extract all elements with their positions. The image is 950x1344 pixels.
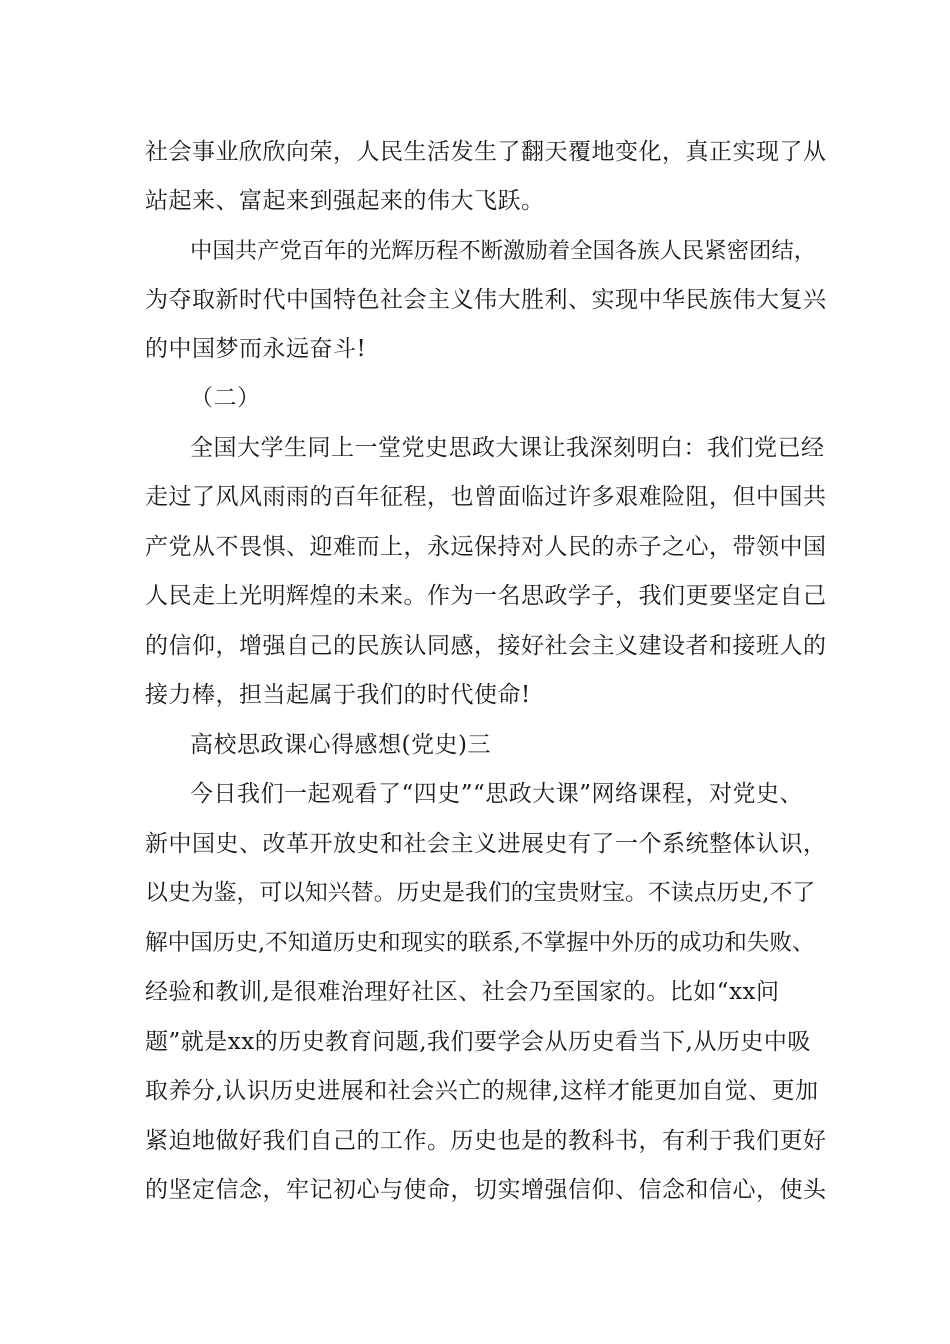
text-line-19: 题”就是xx的历史教育问题,我们要学会从历史看当下,从历史中吸 bbox=[145, 1029, 811, 1055]
text-line-8: 走过了风风雨雨的百年征程，也曾面临过许多艰难险阻，但中国共 bbox=[145, 484, 827, 510]
section-heading-two: （二） bbox=[190, 385, 261, 411]
text-line-18: 经验和教训,是很难治理好社区、社会乃至国家的。比如“xx问 bbox=[145, 979, 780, 1005]
paragraph-start-line-7: 全国大学生同上一堂党史思政大课让我深刻明白：我们党已经 bbox=[190, 435, 825, 461]
text-line-1: 社会事业欣欣向荣，人民生活发生了翻天覆地变化，真正实现了从 bbox=[145, 139, 827, 165]
text-line-20: 取养分,认识历史进展和社会兴亡的规律,这样才能更加自觉、更加 bbox=[145, 1078, 819, 1104]
text-line-2: 站起来、富起来到强起来的伟大飞跃。 bbox=[145, 188, 545, 214]
text-line-4: 为夺取新时代中国特色社会主义伟大胜利、实现中华民族伟大复兴 bbox=[145, 287, 827, 313]
text-line-5: 的中国梦而永远奋斗! bbox=[145, 336, 367, 362]
section-heading-three: 高校思政课心得感想(党史)三 bbox=[190, 732, 491, 758]
text-line-16: 以史为鉴，可以知兴替。历史是我们的宝贵财宝。不读点历史,不了 bbox=[145, 880, 816, 906]
text-line-17: 解中国历史,不知道历史和现实的联系,不掌握中外历的成功和失败、 bbox=[145, 930, 815, 956]
text-line-9: 产党从不畏惧、迎难而上，永远保持对人民的赤子之心，带领中国 bbox=[145, 534, 827, 560]
paragraph-start-line-14: 今日我们一起观看了“四史”“思政大课”网络课程，对党史、 bbox=[190, 781, 804, 807]
text-line-22: 的坚定信念，牢记初心与使命，切实增强信仰、信念和信心，使头 bbox=[145, 1177, 827, 1203]
text-line-15: 新中国史、改革开放史和社会主义进展史有了一个系统整体认识， bbox=[145, 831, 827, 857]
text-line-11: 的信仰，增强自己的民族认同感，接好社会主义建设者和接班人的 bbox=[145, 633, 827, 659]
paragraph-start-line-3: 中国共产党百年的光辉历程不断激励着全国各族人民紧密团结， bbox=[190, 238, 817, 264]
text-line-10: 人民走上光明辉煌的未来。作为一名思政学子，我们更要坚定自己 bbox=[145, 583, 827, 609]
text-line-21: 紧迫地做好我们自己的工作。历史也是的教科书，有利于我们更好 bbox=[145, 1128, 827, 1154]
text-line-12: 接力棒，担当起属于我们的时代使命! bbox=[145, 682, 531, 708]
